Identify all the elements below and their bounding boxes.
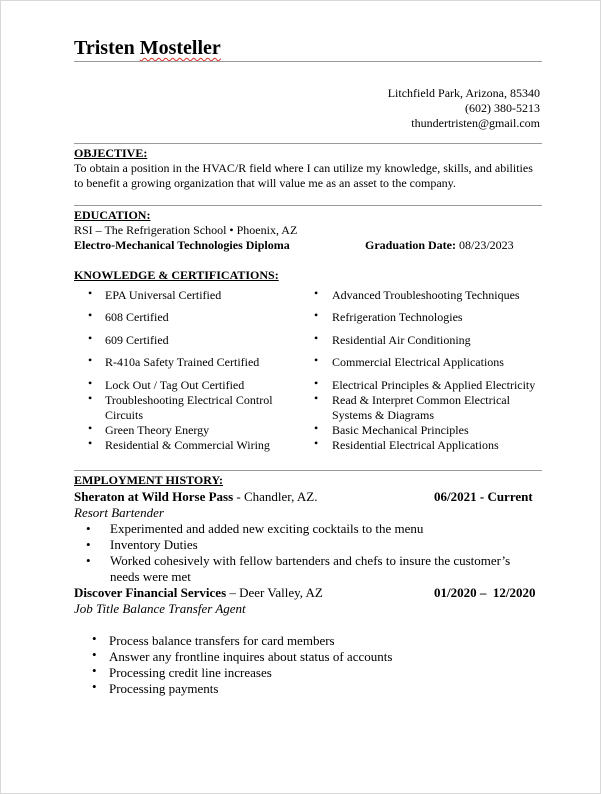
bullet: • [92,679,97,694]
skill-item: R-410a Safety Trained Certified [105,355,260,369]
company-location: - Chandler, AZ. [233,489,318,504]
skill-item: Residential Air Conditioning [332,333,471,347]
bullet: • [88,286,93,300]
bullet: • [92,647,97,662]
objective-line: To obtain a position in the HVAC/R field where I can utilize my knowledge, skills, and abilities [74,161,533,175]
skill-item: Refrigeration Technologies [332,310,463,324]
job-dates: 01/2020 – 12/2020 [434,585,536,600]
bullet: • [314,308,319,322]
skill-item: Residential & Commercial Wiring [105,438,270,452]
skill-item: Basic Mechanical Principles [332,423,469,437]
skill-item: 609 Certified [105,333,169,347]
skill-item: Troubleshooting Electrical Control Circuits [105,393,273,422]
skill-item: 608 Certified [105,310,169,324]
education-heading: EDUCATION: [74,208,151,222]
objective-heading: OBJECTIVE: [74,146,148,160]
diploma-name: Electro-Mechanical Technologies Diploma [74,238,290,252]
job-duty: Inventory Duties [110,537,198,552]
graduation-value: 08/23/2023 [459,238,514,252]
bullet: • [86,553,91,568]
divider [74,61,542,62]
bullet: • [314,421,319,435]
divider [74,470,542,471]
skill-item: EPA Universal Certified [105,288,222,302]
job-duty: Process balance transfers for card members [109,633,335,648]
bullet: • [92,631,97,646]
divider [74,143,542,144]
employment-heading: EMPLOYMENT HISTORY: [74,473,224,487]
job-dates: 06/2021 - Current [434,489,533,504]
first-name: Tristen [74,37,135,59]
graduation-label: Graduation Date: [365,238,456,252]
email: thundertristen@gmail.com [411,116,540,130]
bullet: • [88,331,93,345]
bullet: • [88,308,93,322]
bullet: • [88,376,93,390]
company-name: Sheraton at Wild Horse Pass [74,489,234,504]
last-name: Mosteller [139,37,221,59]
divider [74,205,542,206]
bullet: • [88,421,93,435]
job-title: Job Title Balance Transfer Agent [74,601,246,616]
skill-item: Advanced Troubleshooting Techniques [332,288,520,302]
job-duty: Worked cohesively with fellow bartenders and chefs to insure the customer’s needs were met [110,553,511,584]
company-name: Discover Financial Services [74,585,227,600]
job-employer [74,489,317,505]
address: Litchfield Park, Arizona, 85340 [387,86,540,100]
candidate-name [74,37,221,60]
skill-item: Commercial Electrical Applications [332,355,504,369]
school-name: RSI – The Refrigeration School • Phoenix, AZ [74,223,298,237]
company-location: – Deer Valley, AZ [226,585,323,600]
bullet: • [92,663,97,678]
job-duty: Experimented and added new exciting cocktails to the menu [110,521,424,536]
bullet: • [314,376,319,390]
bullet: • [314,286,319,300]
skill-item: Green Theory Energy [105,423,210,437]
phone: (602) 380-5213 [465,101,540,115]
job-duty: Answer any frontline inquires about status of accounts [109,649,393,664]
objective-line: to benefit a growing organization that will value me as an asset to the company. [74,176,456,190]
skill-item: Residential Electrical Applications [332,438,499,452]
job-duty: Processing payments [109,681,219,696]
bullet: • [314,331,319,345]
bullet: • [86,521,91,536]
bullet: • [86,537,91,552]
job-title: Resort Bartender [74,505,164,520]
job-duty: Processing credit line increases [109,665,272,680]
job-employer [74,585,323,601]
bullet: • [314,391,319,405]
bullet: • [88,436,93,450]
skill-item: Lock Out / Tag Out Certified [105,378,245,392]
graduation-date [365,238,514,253]
skill-item: Read & Interpret Common Electrical Systems & Diagrams [332,393,510,422]
skill-item: Electrical Principles & Applied Electricity [332,378,536,392]
contact-block [388,86,540,131]
bullet: • [314,436,319,450]
knowledge-heading: KNOWLEDGE & CERTIFICATIONS: [74,268,279,282]
bullet: • [88,353,93,367]
bullet: • [314,353,319,367]
bullet: • [88,391,93,405]
